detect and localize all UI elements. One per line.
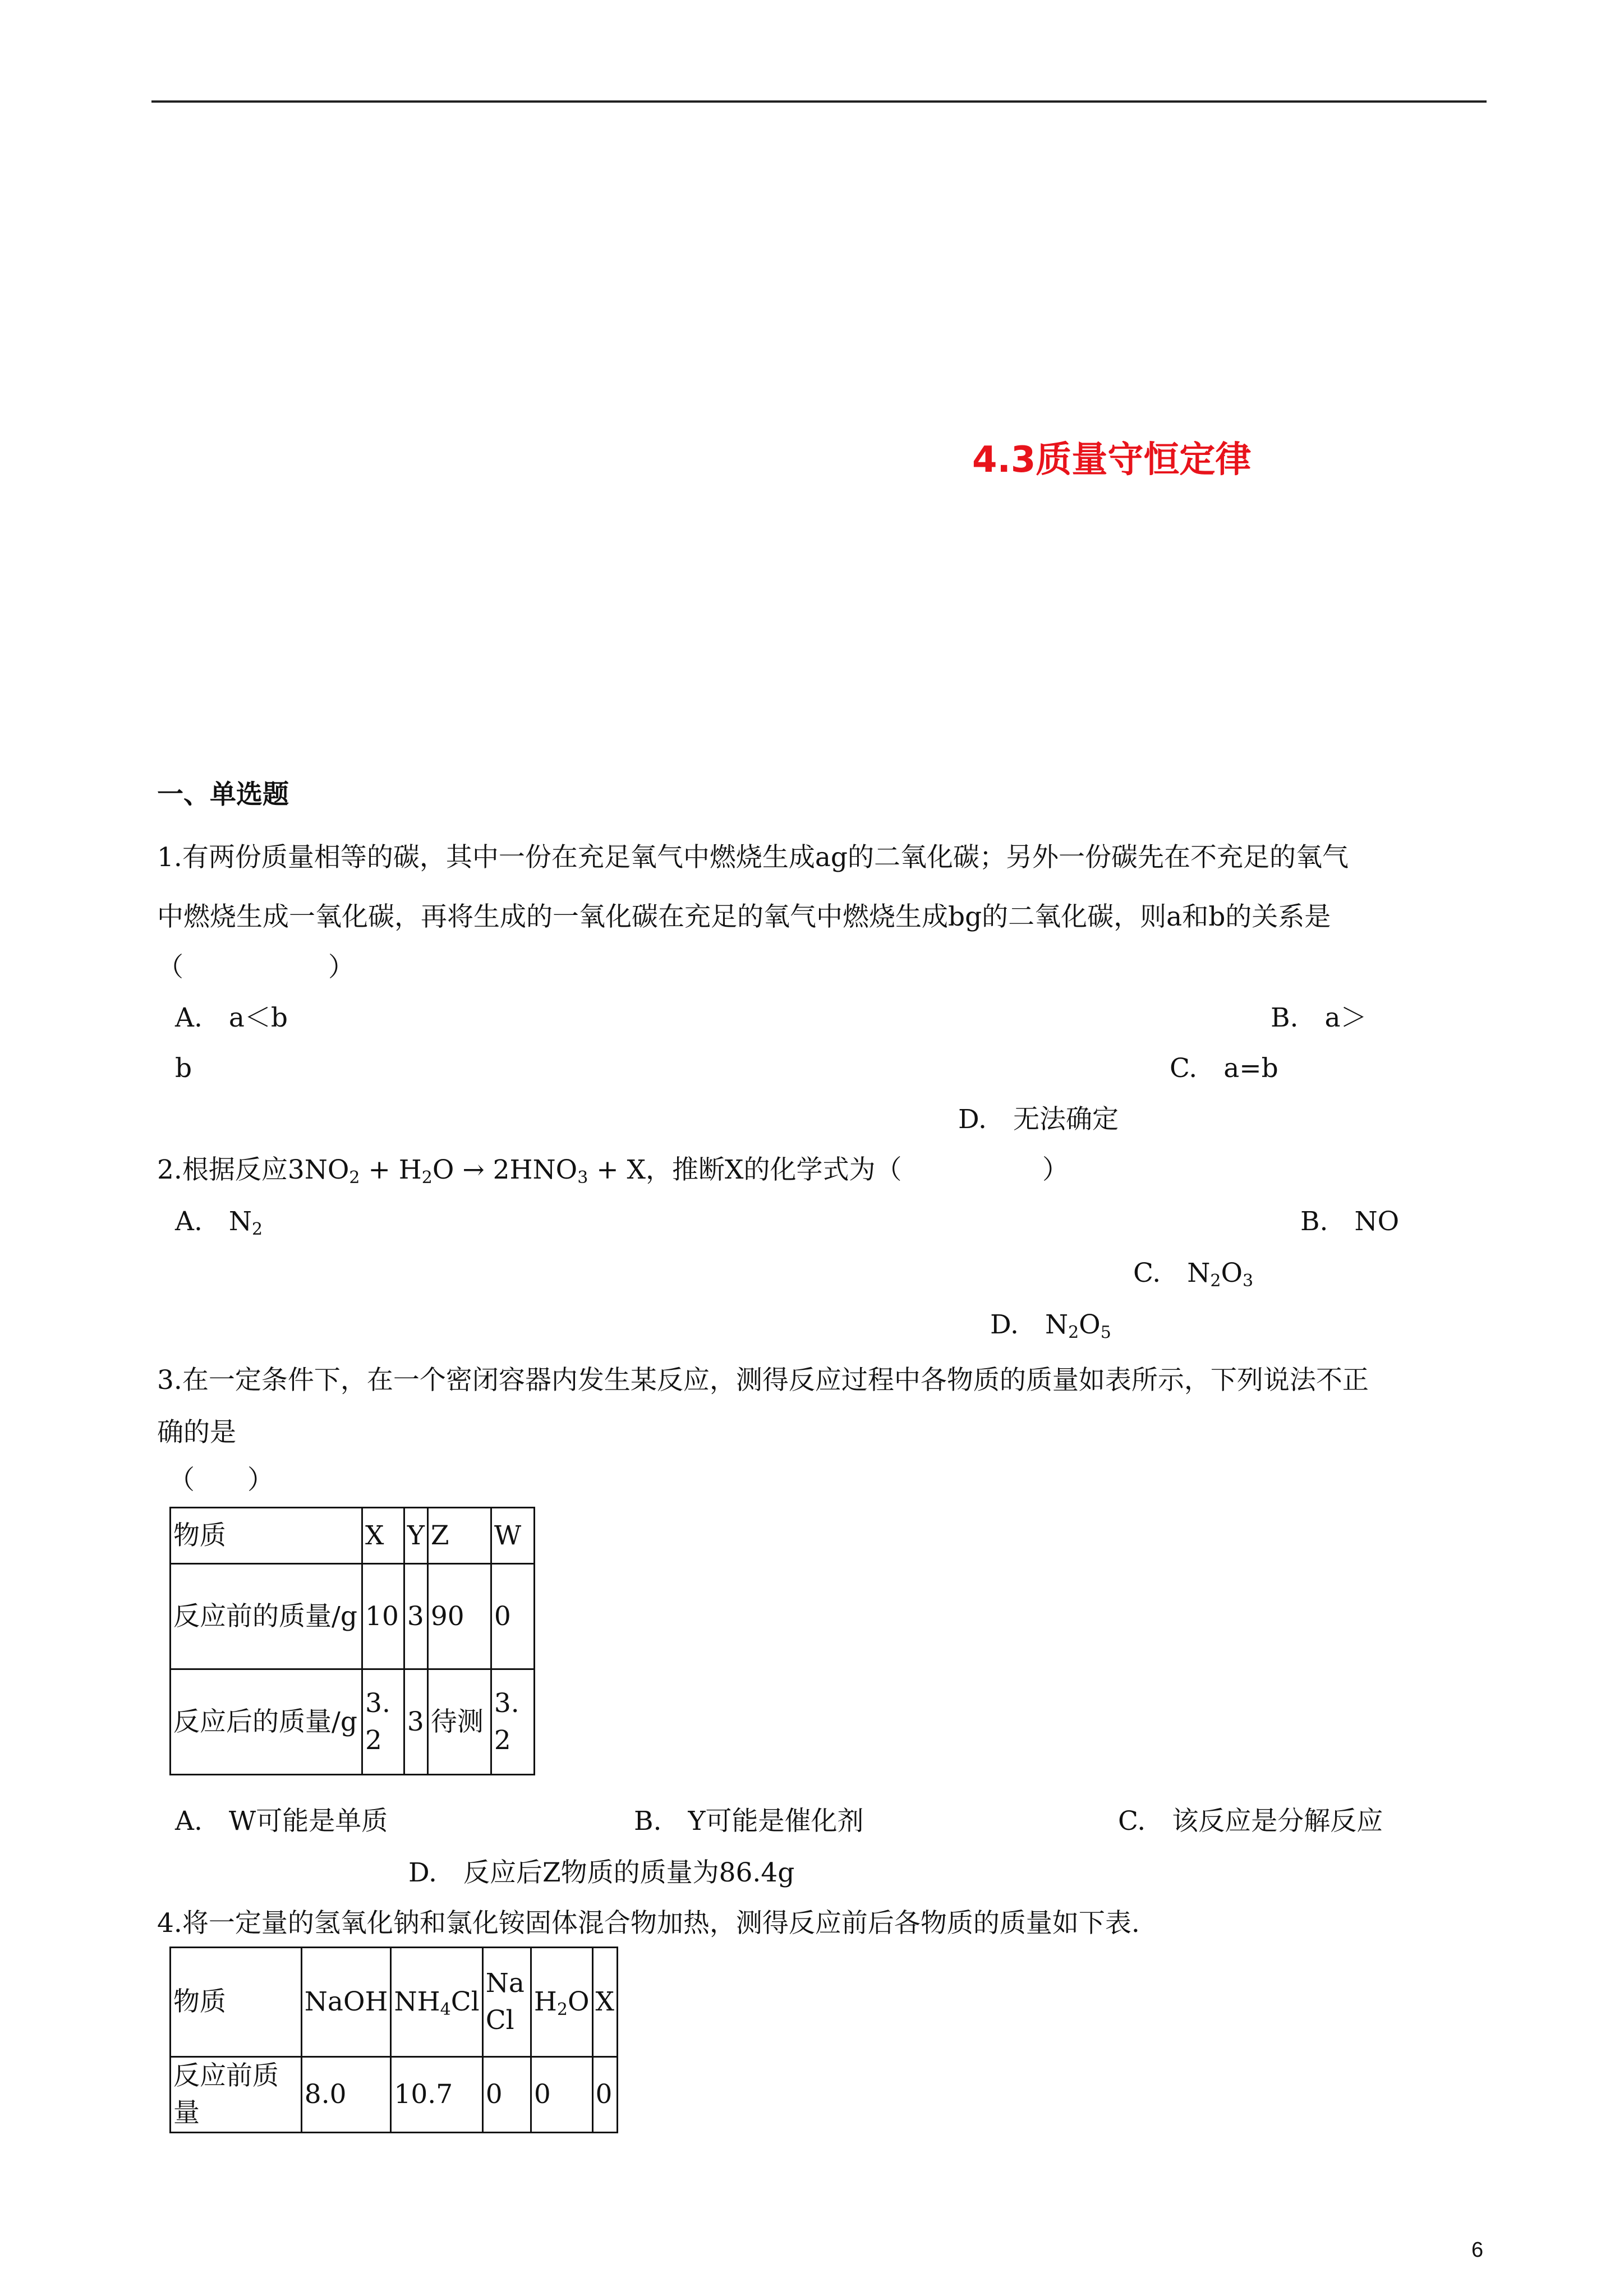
q3-cell: 3.2 xyxy=(362,1669,404,1775)
header-rule xyxy=(151,100,1487,103)
subscript: 2 xyxy=(1068,1323,1079,1342)
q2-option-b[interactable]: B. NO xyxy=(1300,1206,1400,1237)
q3-option-a[interactable]: A. W可能是单质 xyxy=(175,1806,388,1837)
chapter-title: 4.3质量守恒定律 xyxy=(972,439,1252,481)
q1-option-b-cont: b xyxy=(175,1053,192,1084)
q2-stem-part: 2.根据反应3NO xyxy=(157,1154,349,1185)
q2-option-a[interactable] xyxy=(175,1206,263,1239)
q4-header-cell: NaOH xyxy=(301,1948,391,2057)
q3-header-cell: Z xyxy=(427,1508,491,1564)
q4-header-cell: NaCl xyxy=(482,1948,531,2057)
q3-cell: 3.2 xyxy=(491,1669,534,1775)
cell-text: H xyxy=(533,1986,557,2018)
q3-row-label: 反应前的质量/g xyxy=(171,1564,362,1669)
q2-stem-part: + H xyxy=(360,1154,422,1185)
q1-option-a[interactable]: A. a＜b xyxy=(175,1002,288,1033)
q3-stem-line2: 确的是 xyxy=(157,1417,236,1448)
option-text: C. N xyxy=(1133,1258,1211,1289)
subscript: 2 xyxy=(1210,1271,1221,1291)
q1-paren-open: （ xyxy=(157,952,183,983)
q3-row-label: 反应后的质量/g xyxy=(171,1669,362,1775)
q4-header-cell: 物质 xyxy=(171,1948,302,2057)
q4-cell: 8.0 xyxy=(301,2057,391,2133)
q3-paren: （ ） xyxy=(168,1465,274,1496)
q1-option-d[interactable]: D. 无法确定 xyxy=(958,1104,1119,1135)
q3-mass-table xyxy=(169,1507,535,1775)
q4-cell: 10.7 xyxy=(391,2057,482,2133)
q4-mass-table xyxy=(169,1947,618,2133)
q4-header-cell: X xyxy=(592,1948,617,2057)
cell-text: Cl xyxy=(450,1986,480,2018)
q3-cell: 10 xyxy=(362,1564,404,1669)
q3-cell: 3 xyxy=(404,1669,427,1775)
q3-stem-line1: 3.在一定条件下，在一个密闭容器内发生某反应，测得反应过程中各物质的质量如表所示，下列说法不正 xyxy=(157,1365,1369,1396)
subscript: 3 xyxy=(1243,1271,1254,1291)
q4-cell: 0 xyxy=(592,2057,617,2133)
subscript: 5 xyxy=(1100,1323,1111,1342)
q3-header-cell: Y xyxy=(404,1508,427,1564)
q1-stem-line2: 中燃烧生成一氧化碳，再将生成的一氧化碳在充足的氧气中燃烧生成bg的二氧化碳，则a和b的关系是 xyxy=(157,901,1331,932)
subscript: 2 xyxy=(349,1168,360,1188)
option-text: O xyxy=(1221,1258,1243,1289)
q3-header-cell: 物质 xyxy=(171,1508,362,1564)
q1-option-c[interactable]: C. a=b xyxy=(1170,1053,1278,1084)
cell-text: O xyxy=(567,1986,590,2018)
option-text: O xyxy=(1079,1309,1101,1340)
q2-stem-part: O → 2HNO xyxy=(432,1154,578,1185)
q2-option-d[interactable] xyxy=(990,1309,1111,1342)
q4-cell: 0 xyxy=(482,2057,531,2133)
subscript: 3 xyxy=(577,1168,588,1188)
q4-row-label: 反应前质量 xyxy=(171,2057,302,2133)
q4-header-cell xyxy=(531,1948,592,2057)
q3-cell: 待测 xyxy=(427,1669,491,1775)
subscript: 4 xyxy=(440,2000,451,2020)
subscript: 2 xyxy=(556,2000,568,2020)
q3-header-cell: X xyxy=(362,1508,404,1564)
q4-header-cell xyxy=(391,1948,482,2057)
q3-cell: 0 xyxy=(491,1564,534,1669)
q2-stem-part: + X，推断X的化学式为（ xyxy=(588,1154,902,1185)
q1-stem-line1: 1.有两份质量相等的碳，其中一份在充足氧气中燃烧生成ag的二氧化碳；另外一份碳先在不充足的氧气 xyxy=(157,842,1349,873)
option-text: A. N xyxy=(175,1206,252,1237)
page-number: 6 xyxy=(1471,2238,1484,2262)
q4-cell: 0 xyxy=(531,2057,592,2133)
q3-option-d[interactable]: D. 反应后Z物质的质量为86.4g xyxy=(408,1857,795,1888)
q2-paren-close: ） xyxy=(1042,1154,1069,1185)
q3-cell: 90 xyxy=(427,1564,491,1669)
q3-option-b[interactable]: B. Y可能是催化剂 xyxy=(634,1806,864,1837)
subscript: 2 xyxy=(252,1220,263,1239)
option-text: D. N xyxy=(990,1309,1069,1340)
q3-header-cell: W xyxy=(491,1508,534,1564)
subscript: 2 xyxy=(421,1168,433,1188)
q2-option-c[interactable] xyxy=(1133,1258,1254,1291)
section-heading: 一、单选题 xyxy=(157,779,289,810)
q4-stem: 4.将一定量的氢氧化钠和氯化铵固体混合物加热，测得反应前后各物质的质量如下表. xyxy=(157,1908,1140,1939)
q3-option-c[interactable]: C. 该反应是分解反应 xyxy=(1118,1806,1383,1837)
q2-stem xyxy=(157,1154,902,1188)
q1-paren-close: ） xyxy=(328,952,355,983)
q3-cell: 3 xyxy=(404,1564,427,1669)
cell-text: NH xyxy=(394,1986,440,2018)
q1-option-b[interactable]: B. a＞ xyxy=(1271,1002,1367,1033)
